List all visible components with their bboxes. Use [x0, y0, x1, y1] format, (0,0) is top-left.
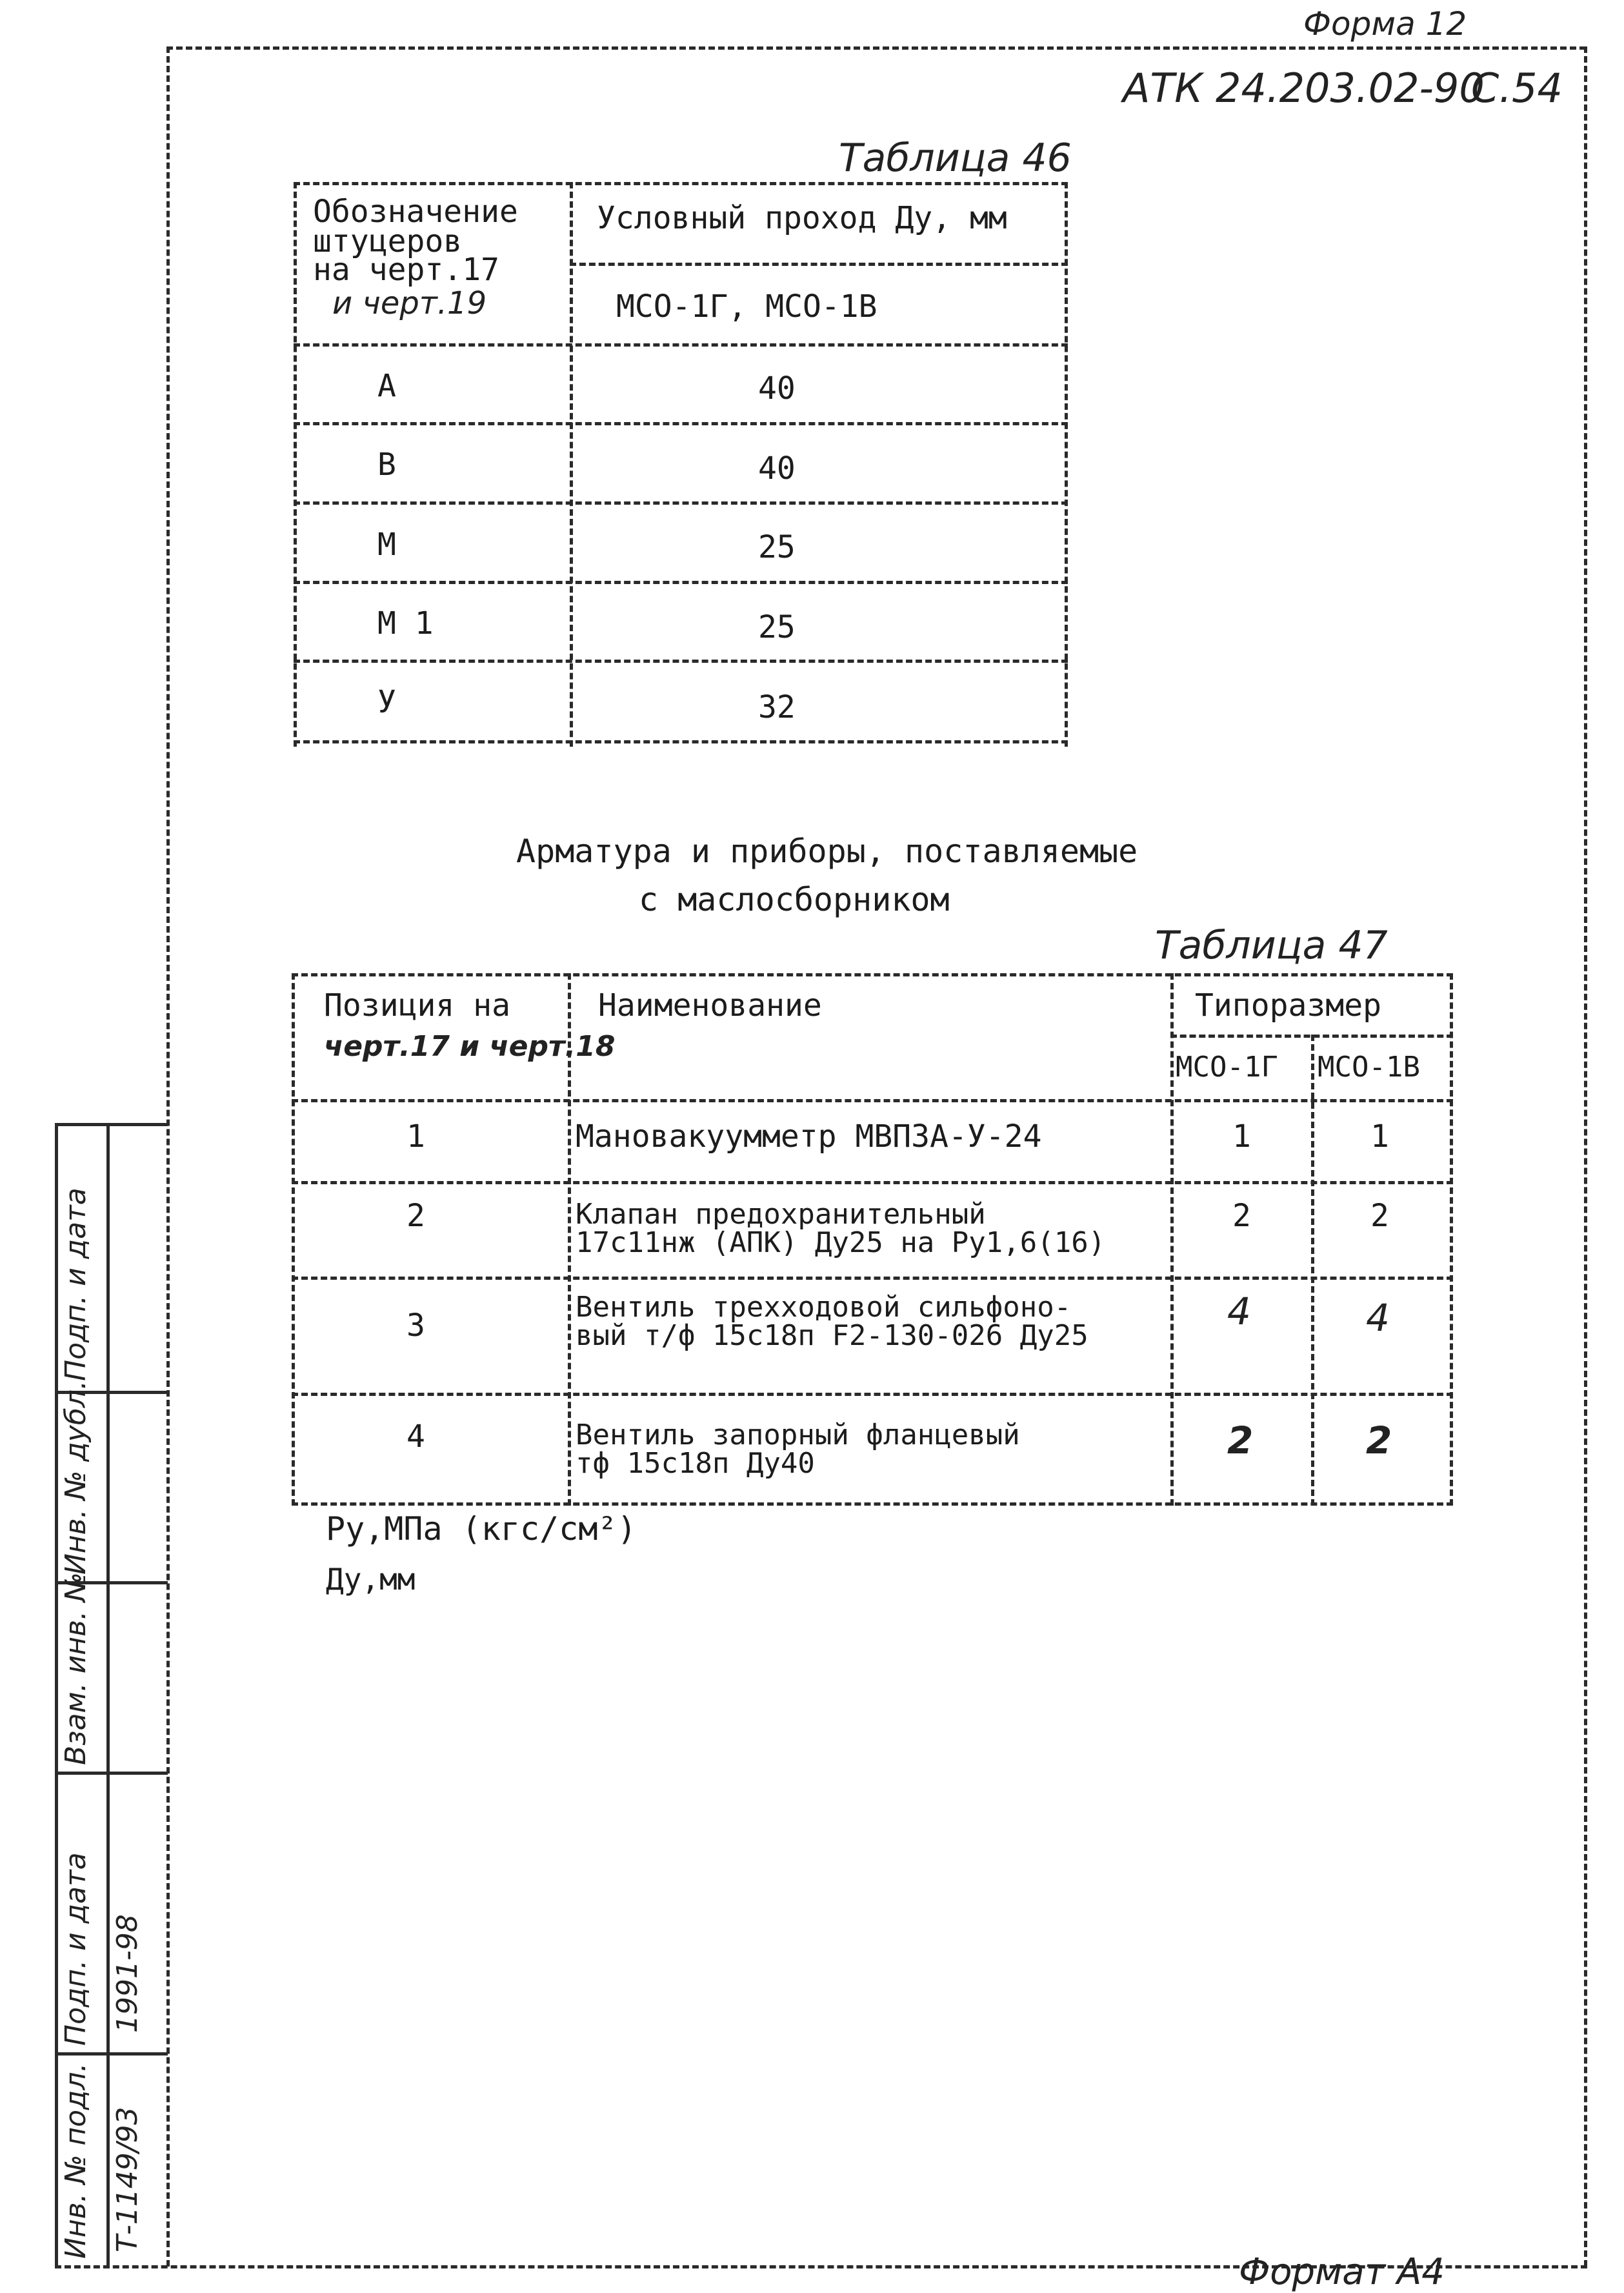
table46-value: 32	[758, 689, 796, 725]
table46-bottom-line	[294, 740, 1068, 743]
table47-header-line	[292, 1099, 1453, 1102]
table47-caption: Таблица 47	[1155, 923, 1388, 968]
table46-header-line	[294, 343, 1068, 347]
table47-col-divider	[1170, 973, 1174, 1506]
table47-sub1: МСО-1Г	[1176, 1051, 1278, 1084]
table47-pos: 4	[406, 1419, 425, 1455]
table46-value: 40	[758, 370, 796, 407]
table47-name: Вентиль трехходовой сильфоно-	[576, 1291, 1072, 1324]
table47-pos: 1	[406, 1118, 425, 1155]
page-format: Формат А4	[1239, 2251, 1445, 2293]
stamp-value-date: 1991-98	[111, 1914, 144, 2033]
table46-value: 25	[758, 529, 796, 565]
table47-col2-header: Наименование	[598, 987, 822, 1024]
table46-row-line	[294, 422, 1068, 425]
table47-border-right	[1450, 973, 1453, 1506]
table47-col1-header-line2: черт.17 и черт.18	[324, 1030, 616, 1063]
table46-row-line	[294, 501, 1068, 505]
frame-left-border	[166, 46, 170, 2267]
table47-pos: 2	[406, 1198, 425, 1234]
table46-col1-header-line3: на черт.17	[313, 252, 499, 288]
table47-qty-a: 2	[1227, 1419, 1254, 1462]
table46-subheader-line	[570, 263, 1068, 266]
table46-value: 25	[758, 609, 796, 645]
page-number: С.54	[1471, 65, 1563, 112]
table47-name: тф 15с18п Ду40	[576, 1447, 815, 1480]
table46-row-line	[294, 660, 1068, 663]
table47-qty-b: 2	[1366, 1419, 1392, 1462]
table47-col3-header: Типоразмер	[1195, 987, 1381, 1024]
table47-sub2: МСО-1В	[1318, 1051, 1420, 1084]
table47-qty-a: 2	[1232, 1198, 1251, 1234]
table47-name: вый т/ф 15с18п F2-130-026 Ду25	[576, 1319, 1088, 1352]
table47-name: 17с11нж (АПК) Ду25 на Ру1,6(16)	[576, 1226, 1106, 1259]
table46-code: М 1	[377, 605, 434, 641]
stamp-line	[55, 1772, 168, 1775]
table47-bottom-line	[292, 1502, 1453, 1506]
note-pressure-unit: Ру,МПа (кгс/см²)	[326, 1510, 637, 1548]
table47-row-line	[292, 1181, 1453, 1184]
table47-name: Мановакуумметр МВП3А-У-24	[576, 1118, 1042, 1155]
stamp-line	[55, 2052, 168, 2056]
table-46	[294, 182, 1068, 747]
table46-top-line	[294, 182, 1068, 185]
table46-row-line	[294, 581, 1068, 584]
table47-qty-a: 1	[1232, 1118, 1251, 1155]
table47-top-line	[292, 973, 1453, 976]
table-47	[292, 973, 1453, 1506]
table47-row-line	[292, 1393, 1453, 1396]
table46-col1-header-line2: штуцеров	[313, 223, 463, 259]
table46-code: У	[377, 684, 396, 720]
note-diameter-unit: Ду,мм	[326, 1562, 416, 1597]
stamp-label-original-inv: Инв. № подл.	[59, 2063, 92, 2259]
table46-col2-header: Условный проход Ду, мм	[597, 200, 1007, 236]
table47-name: Вентиль запорный фланцевый	[576, 1419, 1020, 1451]
table46-value: 40	[758, 450, 796, 487]
stamp-label-dup-inv: Инв. № дубл.	[59, 1380, 92, 1575]
table47-col-divider	[1311, 1035, 1314, 1506]
table47-subheader-line	[1170, 1035, 1453, 1038]
table46-code: М	[377, 527, 396, 563]
stamp-border-left	[55, 1123, 58, 2268]
stamp-label-sign-date-2: Подп. и дата	[59, 1852, 92, 2046]
section-title-line1: Арматура и приборы, поставляемые	[516, 833, 1138, 870]
section-title-line2: с маслосборником	[639, 881, 950, 918]
table47-row-line	[292, 1277, 1453, 1280]
table47-col1-header-line1: Позиция на	[324, 987, 510, 1024]
document-code: АТК 24.203.02-90	[1123, 65, 1485, 112]
frame-top-border	[166, 46, 1586, 50]
table47-qty-b: 2	[1370, 1198, 1389, 1234]
table47-qty-a: 4	[1227, 1289, 1251, 1333]
table47-pos: 3	[406, 1308, 425, 1344]
table47-qty-b: 4	[1366, 1296, 1390, 1340]
stamp-divider	[106, 1123, 110, 2268]
table46-col2-subheader: МСО-1Г, МСО-1В	[616, 288, 877, 325]
table47-qty-b: 1	[1370, 1118, 1389, 1155]
frame-right-border	[1584, 46, 1587, 2267]
stamp-value-inv-number: Т-1149/93	[111, 2106, 144, 2252]
table47-name: Клапан предохранительный	[576, 1198, 986, 1231]
table47-border-left	[292, 973, 295, 1506]
table46-code: В	[377, 447, 396, 483]
table46-col1-header-line1: Обозначение	[313, 194, 518, 230]
table46-code: А	[377, 368, 396, 404]
form-number: Форма 12	[1303, 5, 1467, 43]
table46-caption: Таблица 46	[839, 136, 1072, 181]
stamp-label-sign-date: Подп. и дата	[59, 1187, 92, 1381]
stamp-label-replace-inv: Взам. инв. №	[59, 1572, 92, 1765]
stamp-line	[55, 1123, 168, 1126]
table46-col1-header-line4: и черт.19	[332, 285, 487, 321]
